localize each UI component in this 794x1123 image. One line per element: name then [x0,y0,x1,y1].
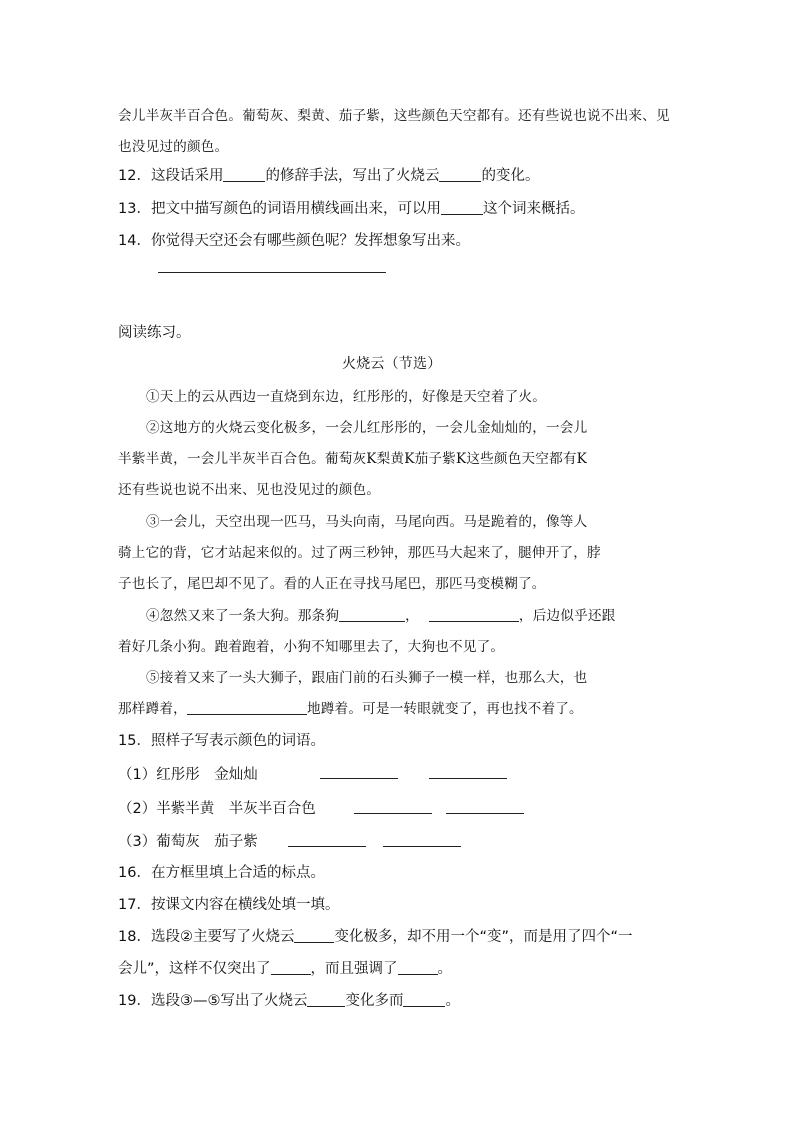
p4-blank-1[interactable] [339,607,405,622]
q19-text-mid: 变化多而 [345,993,404,1009]
q15-2-blank-1[interactable] [354,813,432,814]
q15-item-3: （3）葡萄灰 茄子紫 [118,834,258,850]
p4-text-pre: ④忽然又来了一条大狗。那条狗 [146,608,340,624]
question-15: 15．照样子写表示颜色的词语。 [118,733,325,749]
p4-separator: ， [405,608,419,624]
passage-p2-line-3: 还有些说也说不出来、见也没见过的颜色。 [118,482,381,498]
q15-1-blank-1[interactable] [320,778,398,779]
question-18-line-1 [118,925,633,946]
p4-text-post: ，后边似乎还跟 [518,608,616,624]
q19-blank-2[interactable] [403,992,445,1008]
q12-text-pre: 12．这段话采用 [118,168,224,184]
q18-text-l2-post: 。 [437,961,453,977]
q15-3-blank-2[interactable] [383,846,461,847]
p5-text-pre: 那样蹲着， [118,701,187,717]
question-12 [118,164,539,185]
q13-text-post: 这个词来概括。 [482,201,585,217]
q12-blank-2[interactable] [439,167,481,183]
q12-text-post: 的变化。 [481,168,540,184]
q13-text-pre: 13．把文中描写颜色的词语用横线画出来，可以用 [118,201,441,217]
q19-blank-1[interactable] [307,992,345,1008]
passage-p5-line-1: ⑤接着又来了一头大狮子，跟庙门前的石头狮子一模一样，也那么大，也 [146,670,588,686]
passage-p2-line-2: 半紫半黄，一会儿半灰半百合色。葡萄灰K梨黄K茄子紫K这些颜色天空都有K [118,451,588,467]
q19-text-pre: 19．选段③—⑤写出了火烧云 [118,993,308,1009]
q18-text-pre: 18．选段②主要写了火烧云 [118,929,295,945]
q15-2-blank-2[interactable] [446,813,524,814]
passage-p3-line-1: ③一会儿，天空出现一匹马，马头向南，马尾向西。马是跪着的，像等人 [146,514,588,530]
question-14: 14．你觉得天空还会有哪些颜色呢？发挥想象写出来。 [118,233,470,249]
q18-blank-1[interactable] [294,928,334,944]
question-17: 17．按课文内容在横线处填一填。 [118,897,340,913]
q18-text-l2-pre: 会儿”，这样不仅突出了 [118,961,271,977]
question-16: 16．在方框里填上合适的标点。 [118,865,325,881]
q13-blank[interactable] [441,200,483,216]
p5-blank[interactable] [187,700,307,715]
top-passage-line-1: 会儿半灰半百合色。葡萄灰、梨黄、茄子紫，这些颜色天空都有。还有些说也说不出来、见 [118,108,670,124]
question-18-line-2 [118,957,452,978]
passage-p5-line-2 [118,697,583,717]
q12-text-mid: 的修辞手法，写出了火烧云 [265,168,440,184]
q18-text-post: 变化极多，却不用一个“变”，而是用了四个“一 [334,929,633,945]
q15-item-2: （2）半紫半黄 半灰半百合色 [118,801,316,817]
question-19 [118,989,460,1010]
p5-text-post: 地蹲着。可是一转眼就变了，再也找不着了。 [306,701,583,717]
passage-p4-line-2: 着好几条小狗。跑着跑着，小狗不知哪里去了，大狗也不见了。 [118,639,505,655]
q14-answer-line[interactable] [158,272,386,273]
passage-title: 火烧云（节选） [342,356,442,372]
q18-blank-2[interactable] [271,960,311,976]
q18-blank-3[interactable] [398,960,438,976]
passage-paragraph-1: ①天上的云从西边一直烧到东边，红彤彤的，好像是天空着了火。 [146,389,547,405]
question-13 [118,197,584,218]
q12-blank-1[interactable] [223,167,265,183]
passage-p2-line-1: ②这地方的火烧云变化极多，一会儿红彤彤的，一会儿金灿灿的，一会儿 [146,420,588,436]
q18-text-l2-mid: ，而且强调了 [310,961,398,977]
top-passage-line-2: 也没见过的颜色。 [118,139,229,155]
q19-text-post: 。 [445,993,460,1009]
section-heading: 阅读练习。 [118,325,191,341]
q15-1-blank-2[interactable] [429,778,507,779]
p4-blank-2[interactable] [429,607,519,622]
passage-p3-line-2: 骑上它的背，它才站起来似的。过了两三秒钟，那匹马大起来了，腿伸开了，脖 [118,545,601,561]
q15-3-blank-1[interactable] [288,846,366,847]
passage-p3-line-3: 子也长了，尾巴却不见了。看的人正在寻找马尾巴，那匹马变模糊了。 [118,576,546,592]
passage-p4-line-1 [146,604,615,624]
q15-item-1: （1）红彤彤 金灿灿 [118,767,258,783]
